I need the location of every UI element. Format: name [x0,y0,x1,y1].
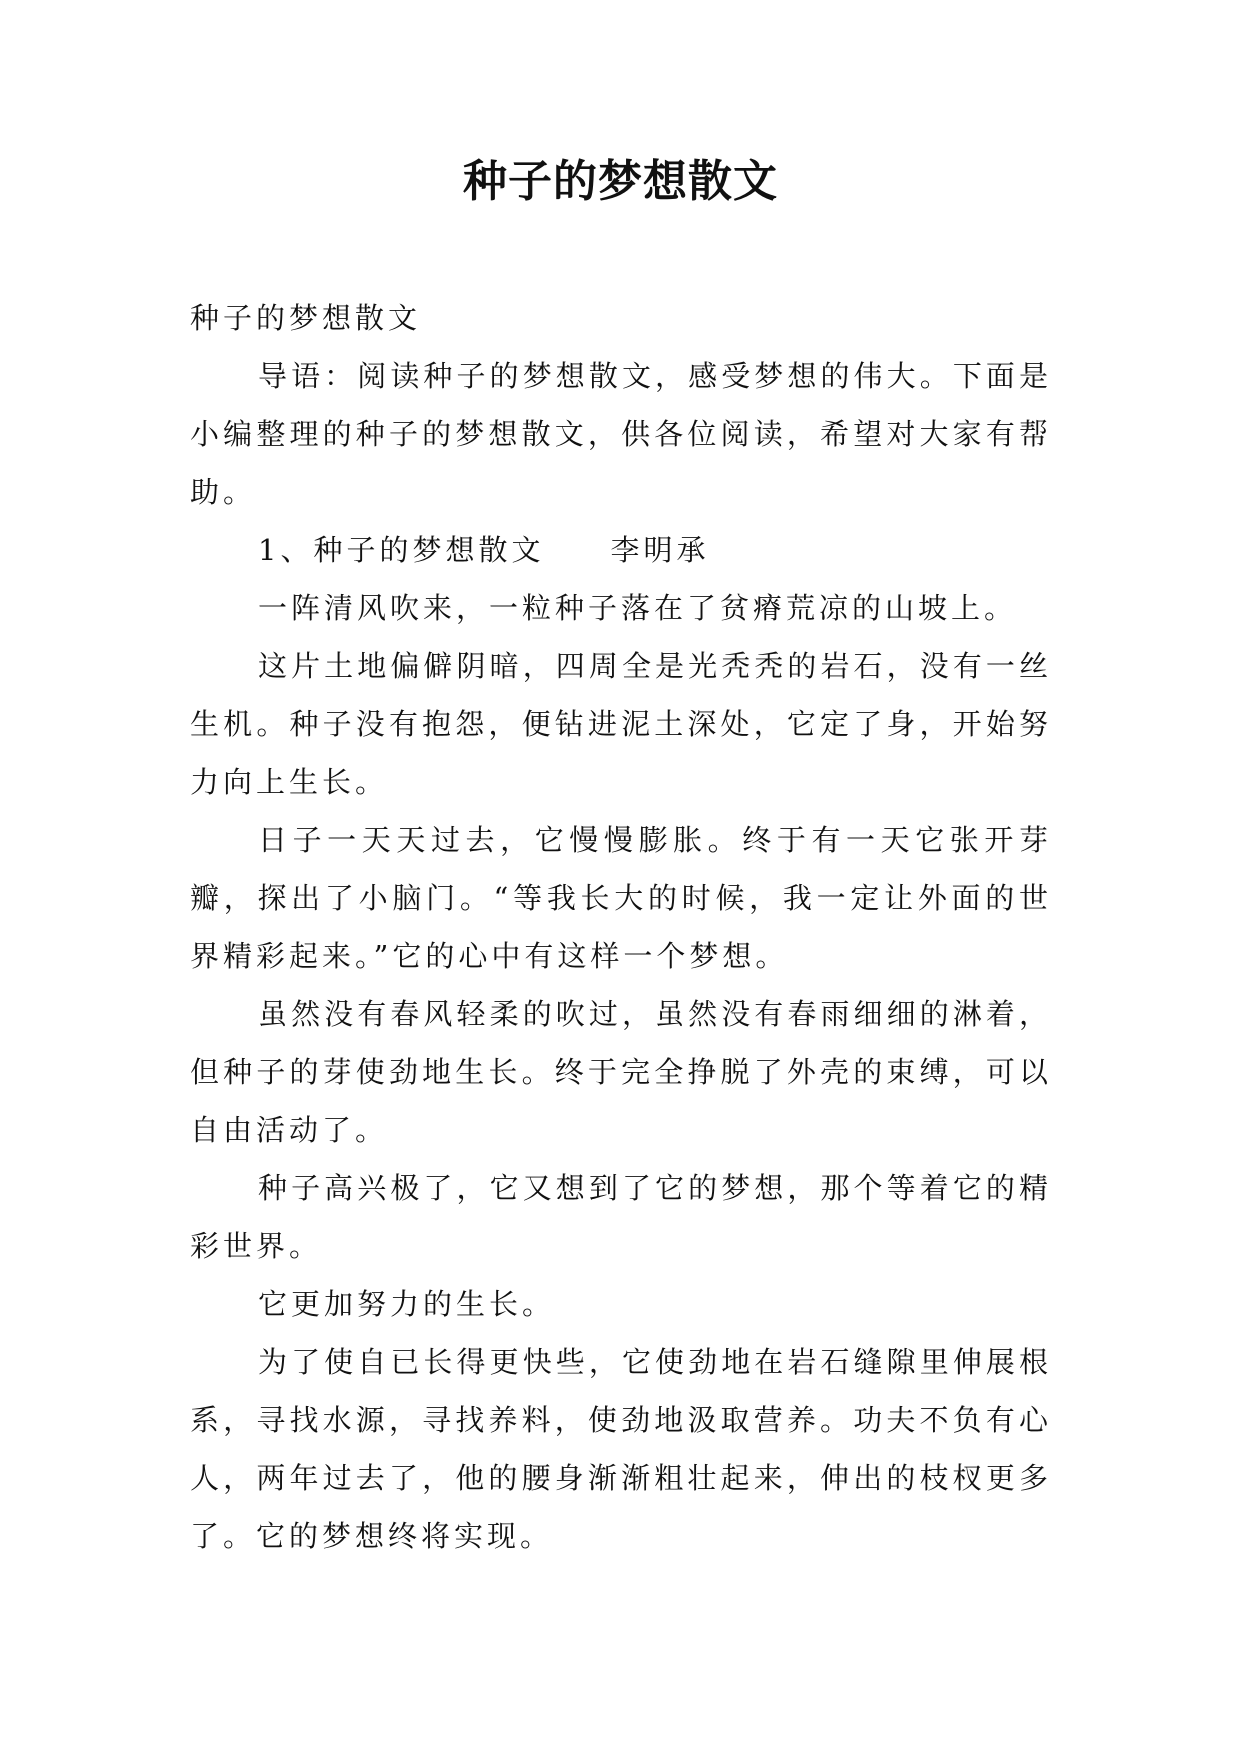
paragraph: 种子高兴极了，它又想到了它的梦想，那个等着它的精彩世界。 [190,1171,1052,1263]
paragraph-intro: 导语：阅读种子的梦想散文，感受梦想的伟大。下面是小编整理的种子的梦想散文，供各位阅读，希望对大家有帮助。 [190,359,1052,509]
paragraph: 这片土地偏僻阴暗，四周全是光秃秃的岩石，没有一丝生机。种子没有抱怨，便钻进泥土深处，它定了身，开始努力向上生长。 [190,649,1052,799]
paragraph: 一阵清风吹来，一粒种子落在了贫瘠荒凉的山坡上。 [258,591,1018,625]
paragraph: 虽然没有春风轻柔的吹过，虽然没有春雨细细的淋着，但种子的芽使劲地生长。终于完全挣脱了外壳的束缚，可以自由活动了。 [190,997,1052,1147]
document-subtitle: 种子的梦想散文 [190,301,422,335]
section-heading: 1、种子的梦想散文 李明承 [258,533,710,567]
paragraph: 为了使自已长得更快些，它使劲地在岩石缝隙里伸展根系，寻找水源，寻找养料，使劲地汲取营养。功夫不负有心人，两年过去了，他的腰身渐渐粗壮起来，伸出的枝杈更多了。它的梦想终将实现。 [190,1345,1052,1553]
paragraph: 它更加努力的生长。 [258,1287,556,1321]
paragraph: 日子一天天过去，它慢慢膨胀。终于有一天它张开芽瓣，探出了小脑门。“等我长大的时候，我一定让外面的世界精彩起来。”它的心中有这样一个梦想。 [190,823,1052,973]
page-title: 种子的梦想散文 [463,156,778,207]
document-body [190,289,1052,1565]
